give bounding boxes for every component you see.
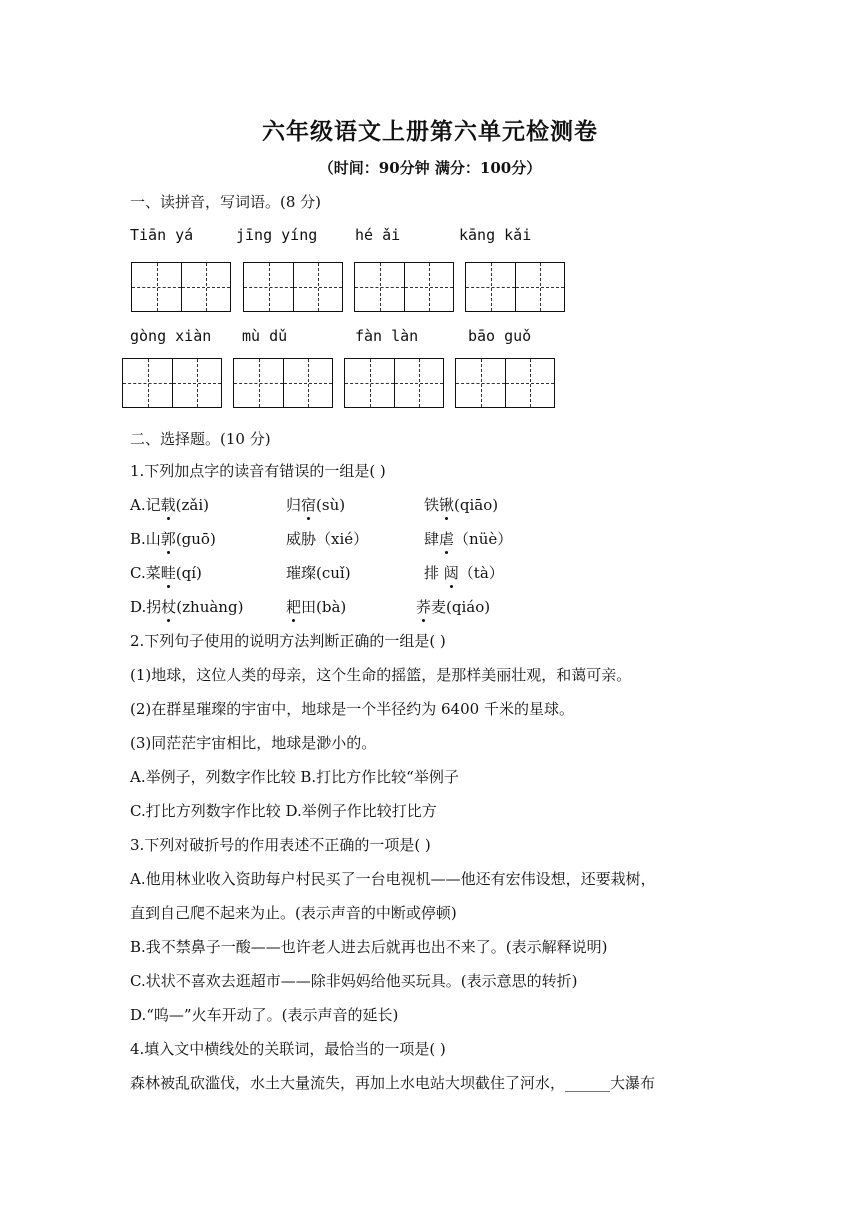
- q3-option-a: A.他用林业收入资助每户村民买了一台电视机——他还有宏伟设想，还要栽树，: [130, 870, 656, 888]
- q1-option-3-2: [416, 596, 490, 617]
- q2-stem: 2.下列句子使用的说明方法判断正确的一组是( ): [130, 632, 446, 650]
- q1-option-1-0: [130, 528, 216, 549]
- answer-box[interactable]: [465, 262, 565, 312]
- q1-option-1-2: [424, 528, 512, 549]
- option-text: B.山: [130, 530, 161, 548]
- option-text: D.拐: [130, 598, 162, 616]
- answer-box[interactable]: [344, 358, 444, 408]
- q1-stem: 1.下列加点字的读音有错误的一组是( ): [130, 462, 386, 480]
- q2-options-cd: C.打比方列数字作比较 D.举例子作比较打比方: [130, 802, 437, 820]
- q2-options-ab: A.举例子，列数字作比较 B.打比方作比较“举例子: [130, 768, 459, 786]
- option-text: 归: [286, 496, 302, 514]
- answer-box[interactable]: [131, 262, 231, 312]
- option-pinyin: (qiāo): [454, 496, 499, 514]
- q1-option-2-0: [130, 562, 202, 583]
- emphasized-char: 郭: [160, 530, 176, 548]
- answer-box[interactable]: [354, 262, 454, 312]
- q4-passage: 森林被乱砍滥伐，水土大量流失，再加上水电站大坝截住了河水，______大瀑布: [130, 1074, 656, 1092]
- q3-option-c: C.状状不喜欢去逛超市——除非妈妈给他买玩具。(表示意思的转折): [130, 972, 578, 990]
- option-text: C.菜: [130, 564, 161, 582]
- pinyin-3: hé ǎi: [355, 226, 401, 244]
- option-pinyin: 田(bà): [301, 598, 347, 616]
- emphasized-char: 虐: [439, 530, 455, 548]
- emphasized-char: 畦: [160, 564, 176, 582]
- section1-heading: 一、读拼音，写词语。(8 分): [130, 193, 322, 211]
- option-text: 铁: [424, 496, 440, 514]
- q1-option-0-1: [286, 494, 345, 515]
- emphasized-char: 宿: [301, 496, 317, 514]
- option-pinyin: （tà）: [458, 564, 504, 582]
- emphasized-char: 锹: [439, 496, 455, 514]
- option-pinyin: (sù): [316, 496, 346, 514]
- q4-stem: 4.填入文中横线处的关联词，最恰当的一项是( ): [130, 1040, 446, 1058]
- option-text: 排: [424, 564, 444, 582]
- option-pinyin: (zhuàng): [176, 598, 244, 616]
- option-pinyin: (guō): [175, 530, 216, 548]
- exam-info: （时间：90分钟 满分：100分）: [318, 159, 542, 177]
- q2-sentence-2: (2)在群星璀璨的宇宙中，地球是一个半径约为 6400 千米的星球。: [130, 700, 574, 718]
- answer-box[interactable]: [455, 358, 555, 408]
- emphasized-char: 耙: [286, 598, 302, 616]
- q1-option-3-1: [286, 596, 346, 617]
- q1-option-0-0: [130, 494, 209, 515]
- emphasized-char: 荞: [416, 598, 432, 616]
- section2-heading: 二、选择题。(10 分): [130, 430, 271, 448]
- q2-sentence-1: (1)地球，这位人类的母亲，这个生命的摇篮，是那样美丽壮观，和蔼可亲。: [130, 666, 632, 684]
- option-text: 威胁: [286, 530, 317, 548]
- option-pinyin: (qí): [175, 564, 202, 582]
- emphasized-char: 闼: [443, 564, 459, 582]
- pinyin-8: bāo guǒ: [468, 327, 532, 345]
- option-pinyin: （xié）: [316, 530, 369, 548]
- q3-stem: 3.下列对破折号的作用表述不正确的一项是( ): [130, 836, 431, 854]
- q1-option-3-0: [130, 596, 243, 617]
- pinyin-4: kāng kǎi: [459, 226, 532, 244]
- pinyin-6: mù dǔ: [242, 327, 288, 345]
- option-text: 璀璨: [286, 564, 317, 582]
- q1-option-2-2: [424, 562, 504, 583]
- q3-option-b: B.我不禁鼻子一酸——也许老人进去后就再也出不来了。(表示解释说明): [130, 938, 608, 956]
- pinyin-7: fàn làn: [355, 327, 419, 345]
- page-title: 六年级语文上册第六单元检测卷: [262, 118, 598, 145]
- q3-option-d: D.“呜—”火车开动了。(表示声音的延长): [130, 1006, 399, 1024]
- option-pinyin: (zǎi): [175, 496, 209, 514]
- q3-option-a-cont: 直到自己爬不起来为止。(表示声音的中断或停顿): [130, 904, 457, 922]
- answer-box[interactable]: [243, 262, 343, 312]
- answer-box[interactable]: [233, 358, 333, 408]
- answer-box[interactable]: [122, 358, 222, 408]
- option-pinyin: 麦(qiáo): [431, 598, 491, 616]
- option-text: 肆: [424, 530, 440, 548]
- q1-option-1-1: [286, 528, 368, 549]
- emphasized-char: 杖: [161, 598, 177, 616]
- emphasized-char: 载: [160, 496, 176, 514]
- option-pinyin: （nüè）: [454, 530, 513, 548]
- option-pinyin: (cuǐ): [316, 564, 351, 582]
- q2-sentence-3: (3)同茫茫宇宙相比，地球是渺小的。: [130, 734, 377, 752]
- q1-option-0-2: [424, 494, 498, 515]
- q1-option-2-1: [286, 562, 351, 583]
- pinyin-2: jīng yíng: [236, 226, 318, 244]
- option-text: A.记: [130, 496, 161, 514]
- pinyin-5: gòng xiàn: [130, 327, 212, 345]
- pinyin-1: Tiān yá: [130, 226, 194, 244]
